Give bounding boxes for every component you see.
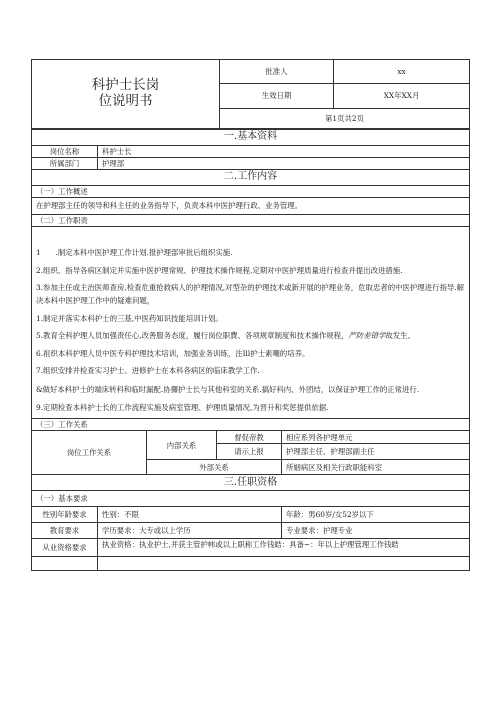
duty-item-tail: 故发生、	[385, 331, 415, 341]
work-overview-heading: （一）工作概述	[32, 186, 470, 198]
work-overview-text: 在护理部主任的领导和科主任的业务指导下，负责本科中医护理行政、业务管理。	[32, 198, 470, 215]
experience-label-cont	[32, 557, 98, 571]
effective-date-value: XX年XX月	[334, 84, 470, 109]
document-title: 科护士长岗位说明书	[32, 60, 220, 129]
basic-requirements-heading: （一）基本要求	[32, 491, 470, 507]
work-duties-heading: （二）工作职责	[32, 215, 470, 227]
work-duties-list	[32, 227, 470, 419]
department-label: 所属部门	[32, 158, 98, 170]
position-label: 岗位名称	[32, 146, 98, 158]
gender-age-label: 性别年龄要求	[32, 507, 98, 523]
major-requirement: 专业要求：护理专业	[282, 523, 470, 539]
body-table	[31, 129, 470, 571]
duty-item: 9.定期检查本科护士长的工作流程实施及病室管理、护理质量情况,为晋升和奖惩提供依据.	[36, 402, 329, 412]
page-info: 第1页共2页	[220, 109, 470, 129]
duty-item-text: 5.教育全科护理人员加强责任心,改善服务态度，履行岗位职費、各项规章制度和技术操作规程，	[36, 331, 349, 341]
department-value: 护理部	[98, 158, 470, 170]
duty-item: 6.祖织本科护理人员中医专科护理技术培训，加强业务训练，注Ill护士素嘲的培养。	[36, 348, 310, 358]
supervise-value: 相应系列各护理单元	[282, 431, 470, 444]
duty-item: 1.制定并落实本科护士的三基,中医药知识技能培训计划。	[36, 313, 223, 323]
duty-item: 7.组织安排并检查实习护士、进修护士在本科各病区的临床教学工作.	[36, 366, 260, 376]
section-work-content: 二.工作内容	[32, 170, 470, 186]
experience-requirement-cont	[98, 557, 470, 571]
effective-date-label: 生效日期	[220, 84, 334, 109]
supervise-label: 督促帝教	[217, 431, 282, 444]
duty-item	[36, 332, 465, 341]
experience-requirement: 执业资格：执业护士,并获主管护帏或以上职称工作钱皓：具备~：年以上护理管理工作钱皓	[98, 539, 470, 557]
section-basic-info: 一.基本资料	[32, 130, 470, 146]
position-value: 科护士长	[98, 146, 470, 158]
relations-label: 岗位工作关系	[32, 431, 147, 475]
duty-item: 1 .制定本科中医护理工作计划.报护理部审批后组织实施.	[36, 248, 233, 257]
gender-requirement: 性别：不限	[98, 507, 282, 523]
duty-item-emphasis: 严防差错学	[348, 331, 386, 341]
duty-item: &做好本科护士的端床转科和临时漏配.协攞护士长与其他科室的关系.搞好科内、外团结，以保证护理工作的正常进行.	[36, 385, 420, 394]
approver-label: 批准人	[220, 60, 334, 84]
approver-value: xx	[334, 60, 470, 84]
work-relations-heading: （三）工作关系	[32, 419, 470, 431]
report-value: 护理部主任、护理部副主任	[282, 444, 470, 460]
duty-item: 3.参加主任或主治医师查房,检查危重抢救病人的护理情况,对型杂的护理技术或新开展的护理业务，危取忠者的中医护理进行指导.解决本科中医护理工作中的疑难问题，	[36, 283, 464, 305]
report-label: 请示上报	[217, 444, 282, 460]
duty-item: 2.组织、指导各病区制定并实施中医护理常规、护理技术操作规程.定期对中医护理质量进行检查并提出改进措施.	[36, 265, 403, 275]
job-description-sheet	[31, 59, 469, 571]
external-relations-label: 外部关系	[147, 460, 282, 475]
internal-relations-label: 内部关系	[147, 431, 217, 460]
age-requirement: 年龄：男60岁/女52岁以下	[282, 507, 470, 523]
header-table	[31, 59, 470, 129]
degree-requirement: 学历要求：大专或以上学历	[98, 523, 282, 539]
experience-label: 从业资格要求	[32, 539, 98, 557]
external-relations-value: 所姻病区及相关行政职能科室	[282, 460, 470, 475]
education-label: 教育要求	[32, 523, 98, 539]
section-qualifications: 三.任职资格	[32, 475, 470, 491]
